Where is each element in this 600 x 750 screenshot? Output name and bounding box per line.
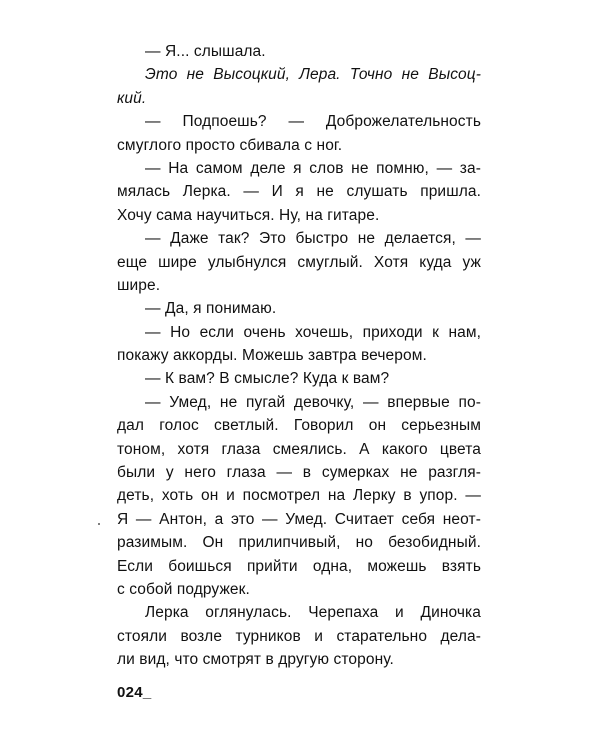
text-line: ли вид, что смотрят в другую сторону. <box>117 651 394 669</box>
text-line: — Умед, не пугай девочку, — впервые по- <box>145 393 481 411</box>
text-line: — Но если очень хочешь, приходи к нам, <box>145 323 481 341</box>
text-line: — Да, я понимаю. <box>145 300 277 318</box>
print-speck <box>98 523 100 525</box>
page-number: 024_ <box>117 684 152 701</box>
text-line: — К вам? В смысле? Куда к вам? <box>145 370 390 388</box>
text-line: Хочу сама научиться. Ну, на гитаре. <box>117 206 380 224</box>
text-line: деть, хоть он и посмотрел на Лерку в упор. — <box>117 487 481 505</box>
text-line: Я — Антон, а это — Умед. Считает себя неот- <box>117 510 481 528</box>
text-line: — Даже так? Это быстро не делается, — <box>145 230 481 248</box>
text-line: покажу аккорды. Можешь завтра вечером. <box>117 347 427 365</box>
text-line: разимым. Он прилипчивый, но безобидный. <box>117 534 481 552</box>
text-line: стояли возле турников и старательно дела- <box>117 627 481 645</box>
text-line: Это не Высоцкий, Лера. Точно не Высоц- <box>145 66 481 84</box>
text-line: кий. <box>117 89 147 107</box>
text-line: Если боишься прийти одна, можешь взять <box>117 557 481 575</box>
text-line: дал голос светлый. Говорил он серьезным <box>117 417 481 435</box>
text-line: смуглого просто сбивала с ног. <box>117 136 343 154</box>
text-line: были у него глаза — в сумерках не разгля- <box>117 464 481 482</box>
text-line: Лерка оглянулась. Черепаха и Диночка <box>145 604 481 622</box>
text-line: тоном, хотя глаза смеялись. А какого цвета <box>117 440 481 458</box>
page-body-text <box>117 40 481 672</box>
text-line: — На самом деле я слов не помню, — за- <box>145 159 481 177</box>
text-line: с собой подружек. <box>117 580 250 598</box>
text-line: мялась Лерка. — И я не слушать пришла. <box>117 183 481 201</box>
text-line: — Подпоешь? — Доброжелательность <box>145 113 481 131</box>
text-line: — Я... слышала. <box>145 43 266 60</box>
text-line: еще шире улыбнулся смуглый. Хотя куда уж <box>117 253 481 271</box>
text-line: шире. <box>117 276 161 294</box>
